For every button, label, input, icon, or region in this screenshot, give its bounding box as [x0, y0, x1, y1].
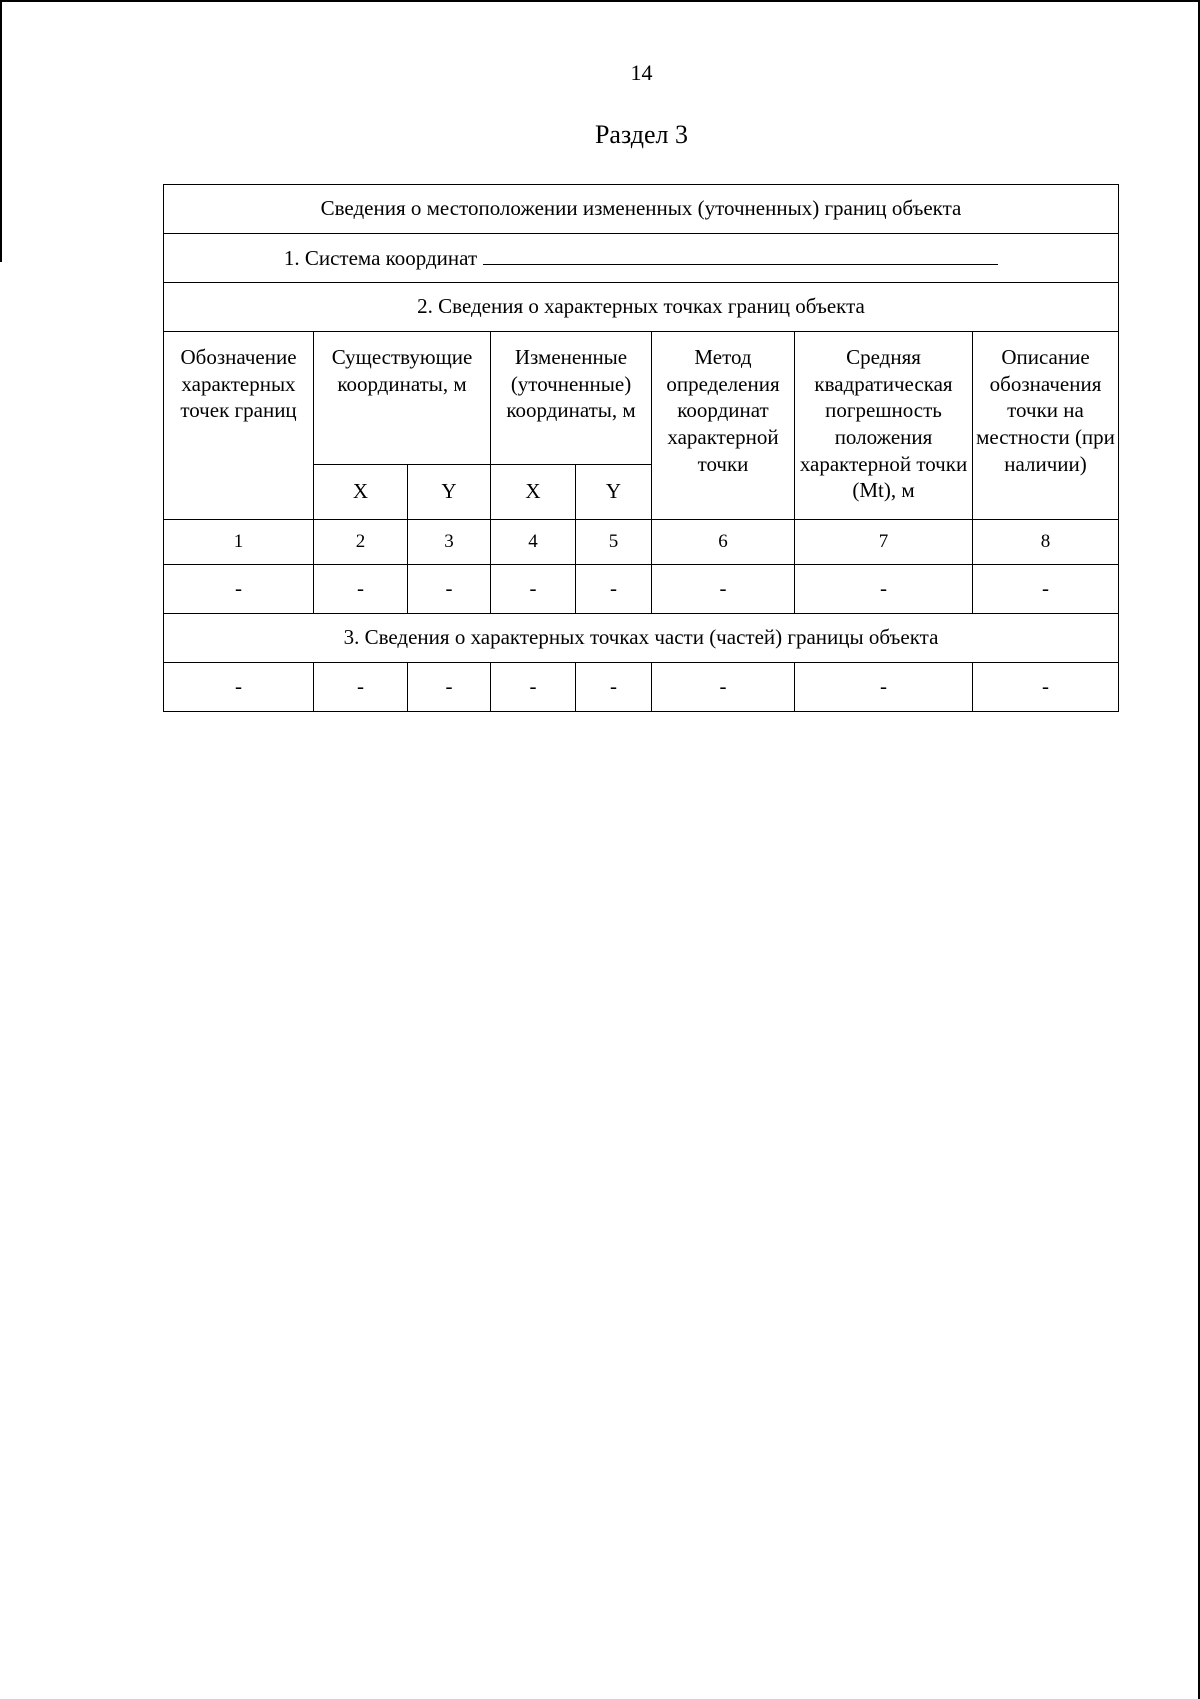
- coordinate-system-row: [164, 234, 1119, 283]
- table-cell: -: [314, 663, 408, 712]
- column-number: 3: [408, 520, 491, 565]
- header-description: Описание обозначения точки на местности (при наличии): [973, 332, 1119, 520]
- table-cell: -: [795, 663, 973, 712]
- scan-edge-top: [0, 0, 1200, 2]
- column-number: 4: [491, 520, 576, 565]
- header-method: Метод определения координат характерной точки: [652, 332, 795, 520]
- table-row: [164, 663, 1119, 712]
- column-number: 1: [164, 520, 314, 565]
- table-cell: -: [314, 565, 408, 614]
- table-cell: -: [576, 565, 652, 614]
- table-cell: -: [576, 663, 652, 712]
- table-cell: -: [408, 565, 491, 614]
- header-existing-x: X: [314, 465, 408, 520]
- table-cell: -: [491, 565, 576, 614]
- table-title: Сведения о местоположении измененных (уточненных) границ объекта: [164, 185, 1119, 234]
- column-number: 5: [576, 520, 652, 565]
- table-cell: -: [795, 565, 973, 614]
- header-changed-x: X: [491, 465, 576, 520]
- parts-heading: 3. Сведения о характерных точках части (частей) границы объекта: [164, 614, 1119, 663]
- table-cell: -: [491, 663, 576, 712]
- page-number: 14: [630, 60, 653, 85]
- table-cell: -: [652, 565, 795, 614]
- table-cell: -: [973, 663, 1119, 712]
- table-row: [164, 565, 1119, 614]
- header-changed-coords: Измененные (уточненные) координаты, м: [491, 332, 652, 465]
- column-number: 6: [652, 520, 795, 565]
- table-cell: -: [408, 663, 491, 712]
- header-designation: Обозначение характерных точек границ: [164, 332, 314, 520]
- table-cell: -: [164, 565, 314, 614]
- points-heading: 2. Сведения о характерных точках границ объекта: [164, 283, 1119, 332]
- column-number: 2: [314, 520, 408, 565]
- column-number: 7: [795, 520, 973, 565]
- column-number: 8: [973, 520, 1119, 565]
- coordinate-system-label: 1. Система координат: [283, 246, 478, 271]
- coordinate-system-blank: [483, 244, 998, 265]
- header-changed-y: Y: [576, 465, 652, 520]
- boundary-points-table: [163, 184, 1119, 712]
- table-cell: -: [973, 565, 1119, 614]
- header-existing-coords: Существующие координаты, м: [314, 332, 491, 465]
- table-cell: -: [164, 663, 314, 712]
- table-cell: -: [652, 663, 795, 712]
- section-title: Раздел 3: [594, 120, 689, 149]
- header-existing-y: Y: [408, 465, 491, 520]
- header-rms-error: Средняя квадратическая погрешность положения характерной точки (Mt), м: [795, 332, 973, 520]
